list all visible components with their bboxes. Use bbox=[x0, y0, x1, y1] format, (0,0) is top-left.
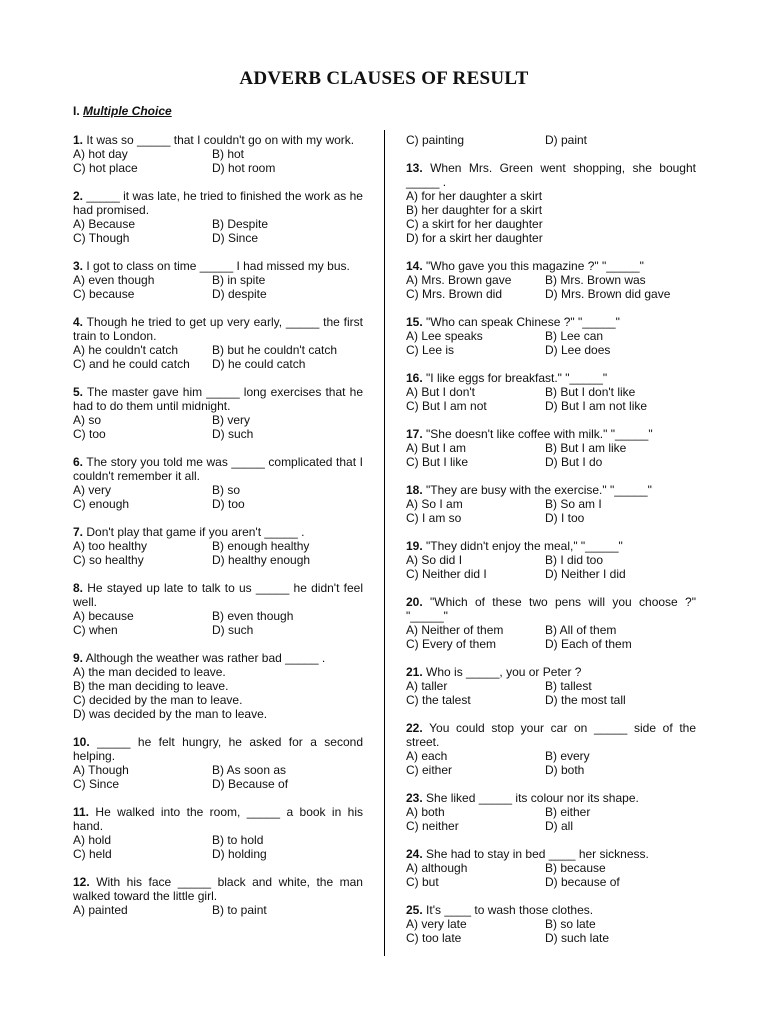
answer-option: B) But I don't like bbox=[545, 385, 636, 399]
question-stem bbox=[73, 315, 363, 343]
answer-option: A) very late bbox=[406, 917, 467, 931]
question-text: Although the weather was rather bad _____ . bbox=[85, 651, 326, 665]
answer-option: A) So did I bbox=[406, 553, 463, 567]
answer-option: D) Neither I did bbox=[545, 567, 626, 581]
question-text: He walked into the room, _____ a book in his hand. bbox=[73, 805, 363, 833]
left-question-column bbox=[73, 133, 363, 931]
question-text: With his face _____ black and white, the man walked toward the little girl. bbox=[73, 875, 363, 903]
answer-option: A) Lee speaks bbox=[406, 329, 483, 343]
answer-option: D) But I am not like bbox=[545, 399, 648, 413]
question-item bbox=[406, 259, 696, 301]
question-text: "She doesn't like coffee with milk." "_____" bbox=[426, 427, 653, 441]
answer-option: A) Neither of them bbox=[406, 623, 504, 637]
question-text: She had to stay in bed ____ her sickness. bbox=[426, 847, 649, 861]
question-text: He stayed up late to talk to us _____ he didn't feel well. bbox=[73, 581, 363, 609]
answer-option: A) so bbox=[73, 413, 102, 427]
question-item bbox=[406, 847, 696, 889]
answer-option: C) I am so bbox=[406, 511, 462, 525]
question-stem bbox=[73, 259, 363, 273]
answer-option: D) because of bbox=[545, 875, 620, 889]
question-text: Though he tried to get up very early, _____ the first train to London. bbox=[73, 315, 363, 343]
answer-option: B) tallest bbox=[545, 679, 592, 693]
answer-option: B) But I am like bbox=[545, 441, 627, 455]
answer-option: D) holding bbox=[212, 847, 267, 861]
answer-option: C) either bbox=[406, 763, 453, 777]
answer-option: A) hot day bbox=[73, 147, 128, 161]
question-stem bbox=[406, 315, 696, 329]
answer-option: B) to paint bbox=[212, 903, 267, 917]
answer-option: C) the talest bbox=[406, 693, 471, 707]
answer-option: B) so late bbox=[545, 917, 596, 931]
question-number: 15. bbox=[406, 315, 423, 329]
question-text: "Which of these two pens will you choose ?" "_____" bbox=[406, 595, 696, 623]
answer-options bbox=[406, 623, 696, 651]
column-divider bbox=[384, 130, 385, 956]
question-number: 19. bbox=[406, 539, 423, 553]
section-number: I. bbox=[73, 104, 80, 118]
answer-option: D) Because of bbox=[212, 777, 289, 791]
answer-option: C) Neither did I bbox=[406, 567, 487, 581]
answer-option: A) very bbox=[73, 483, 112, 497]
question-item bbox=[73, 581, 363, 637]
answer-option: A) taller bbox=[406, 679, 448, 693]
answer-options bbox=[406, 273, 696, 301]
answer-option: C) because bbox=[73, 287, 135, 301]
answer-option: C) Every of them bbox=[406, 637, 497, 651]
answer-option: D) Since bbox=[212, 231, 259, 245]
answer-option: A) he couldn't catch bbox=[73, 343, 179, 357]
answer-option: D) such late bbox=[545, 931, 610, 945]
question-text: Don't play that game if you aren't _____ . bbox=[86, 525, 305, 539]
answer-option: D) paint bbox=[545, 133, 588, 147]
question-text: _____ he felt hungry, he asked for a second helping. bbox=[73, 735, 363, 763]
answer-options bbox=[406, 497, 696, 525]
answer-option: C) Since bbox=[73, 777, 120, 791]
question-stem bbox=[406, 371, 696, 385]
question-item bbox=[73, 315, 363, 371]
answer-option: A) too healthy bbox=[73, 539, 148, 553]
answer-option: C) enough bbox=[73, 497, 130, 511]
question-number: 5. bbox=[73, 385, 84, 399]
answer-options bbox=[73, 609, 363, 637]
question-stem bbox=[73, 735, 363, 763]
answer-option: C) when bbox=[73, 623, 118, 637]
question-stem bbox=[73, 581, 363, 609]
answer-option: B) the man deciding to leave. bbox=[73, 679, 229, 693]
question-stem bbox=[73, 133, 363, 147]
answer-option: B) So am I bbox=[545, 497, 602, 511]
question-number: 20. bbox=[406, 595, 423, 609]
question-text: "I like eggs for breakfast." "_____" bbox=[426, 371, 608, 385]
answer-option: C) painting bbox=[406, 133, 465, 147]
question-number: 18. bbox=[406, 483, 423, 497]
section-label: Multiple Choice bbox=[83, 104, 172, 118]
question-stem bbox=[406, 791, 696, 805]
answer-option: C) Lee is bbox=[406, 343, 455, 357]
answer-option: C) held bbox=[73, 847, 112, 861]
question-item bbox=[406, 665, 696, 707]
answer-option: B) so bbox=[212, 483, 241, 497]
answer-option: A) for her daughter a skirt bbox=[406, 189, 543, 203]
answer-option: A) the man decided to leave. bbox=[73, 665, 226, 679]
answer-option: C) Mrs. Brown did bbox=[406, 287, 503, 301]
question-number: 10. bbox=[73, 735, 90, 749]
question-stem bbox=[73, 525, 363, 539]
answer-option: B) her daughter for a skirt bbox=[406, 203, 543, 217]
answer-option: B) I did too bbox=[545, 553, 604, 567]
answer-option: C) Though bbox=[73, 231, 130, 245]
question-stem bbox=[73, 385, 363, 413]
question-number: 2. bbox=[73, 189, 84, 203]
answer-option: D) Each of them bbox=[545, 637, 632, 651]
question-stem bbox=[406, 539, 696, 553]
question-stem bbox=[406, 665, 696, 679]
question-item bbox=[406, 427, 696, 469]
question-item bbox=[73, 385, 363, 441]
answer-option: C) neither bbox=[406, 819, 459, 833]
answer-options bbox=[406, 329, 696, 357]
question-number: 7. bbox=[73, 525, 84, 539]
right-question-column bbox=[406, 133, 696, 959]
question-stem bbox=[406, 259, 696, 273]
answer-option: D) for a skirt her daughter bbox=[406, 231, 543, 245]
answer-option: A) even though bbox=[73, 273, 155, 287]
section-heading bbox=[73, 104, 172, 118]
answer-option: A) So I am bbox=[406, 497, 463, 511]
answer-option: D) I too bbox=[545, 511, 585, 525]
answer-option: C) too bbox=[73, 427, 106, 441]
question-stem bbox=[406, 427, 696, 441]
answer-option: B) either bbox=[545, 805, 591, 819]
answer-option: C) But I am not bbox=[406, 399, 487, 413]
answer-option: B) Lee can bbox=[545, 329, 604, 343]
question-text: "They are busy with the exercise." "_____" bbox=[426, 483, 652, 497]
answer-option: C) and he could catch bbox=[73, 357, 190, 371]
page-title: ADVERB CLAUSES OF RESULT bbox=[239, 68, 529, 89]
question-item bbox=[73, 133, 363, 175]
question-item bbox=[406, 161, 696, 245]
question-stem bbox=[406, 847, 696, 861]
answer-option: B) Despite bbox=[212, 217, 269, 231]
question-number: 1. bbox=[73, 133, 84, 147]
question-stem bbox=[73, 875, 363, 903]
answer-option: D) healthy enough bbox=[212, 553, 311, 567]
answer-options bbox=[406, 861, 696, 889]
question-text: "Who gave you this magazine ?" "_____" bbox=[426, 259, 644, 273]
question-item bbox=[406, 791, 696, 833]
answer-option: D) both bbox=[545, 763, 585, 777]
question-number: 22. bbox=[406, 721, 423, 735]
question-number: 13. bbox=[406, 161, 423, 175]
question-item bbox=[406, 315, 696, 357]
question-item bbox=[73, 525, 363, 567]
answer-options bbox=[406, 441, 696, 469]
answer-option: A) Mrs. Brown gave bbox=[406, 273, 512, 287]
question-stem bbox=[406, 721, 696, 749]
question-stem bbox=[73, 189, 363, 217]
answer-options bbox=[406, 385, 696, 413]
answer-options bbox=[406, 749, 696, 777]
answer-option: B) hot bbox=[212, 147, 245, 161]
question-text: It was so _____ that I couldn't go on with my work. bbox=[86, 133, 355, 147]
answer-option: B) very bbox=[212, 413, 251, 427]
answer-option: D) too bbox=[212, 497, 245, 511]
answer-options bbox=[73, 413, 363, 441]
question-number: 4. bbox=[73, 315, 84, 329]
question-stem bbox=[406, 483, 696, 497]
question-number: 9. bbox=[73, 651, 84, 665]
question-text: I got to class on time _____ I had missed my bus. bbox=[86, 259, 350, 273]
answer-option: C) too late bbox=[406, 931, 462, 945]
answer-option: B) even though bbox=[212, 609, 294, 623]
question-item bbox=[73, 805, 363, 861]
question-number: 14. bbox=[406, 259, 423, 273]
question-stem bbox=[406, 161, 696, 189]
question-item bbox=[73, 259, 363, 301]
question-text: When Mrs. Green went shopping, she bought _____ . bbox=[406, 161, 696, 189]
answer-option: B) enough healthy bbox=[212, 539, 310, 553]
answer-option: D) such bbox=[212, 623, 254, 637]
question-stem bbox=[406, 903, 696, 917]
answer-option: A) Because bbox=[73, 217, 136, 231]
answer-option: A) each bbox=[406, 749, 448, 763]
answer-option: B) every bbox=[545, 749, 590, 763]
question-number: 11. bbox=[73, 805, 90, 819]
question-number: 23. bbox=[406, 791, 423, 805]
question-number: 25. bbox=[406, 903, 423, 917]
answer-option: D) such bbox=[212, 427, 254, 441]
answer-options bbox=[73, 273, 363, 301]
answer-option: D) the most tall bbox=[545, 693, 626, 707]
question-stem bbox=[406, 595, 696, 623]
answer-options bbox=[73, 665, 363, 721]
answer-options bbox=[406, 189, 696, 245]
question-text: Who is _____, you or Peter ? bbox=[426, 665, 582, 679]
question-item bbox=[406, 595, 696, 651]
question-text: "Who can speak Chinese ?" "_____" bbox=[426, 315, 620, 329]
answer-option: A) But I don't bbox=[406, 385, 475, 399]
answer-option: D) Mrs. Brown did gave bbox=[545, 287, 671, 301]
answer-option: A) Though bbox=[73, 763, 129, 777]
answer-option: C) but bbox=[406, 875, 439, 889]
answer-options bbox=[406, 553, 696, 581]
question-number: 3. bbox=[73, 259, 84, 273]
answer-options bbox=[73, 763, 363, 791]
question-number: 21. bbox=[406, 665, 423, 679]
answer-option: B) because bbox=[545, 861, 606, 875]
question-number: 17. bbox=[406, 427, 423, 441]
question-text: You could stop your car on _____ side of the street. bbox=[406, 721, 696, 749]
question-text: It's ____ to wash those clothes. bbox=[426, 903, 594, 917]
answer-options bbox=[73, 539, 363, 567]
answer-option: D) But I do bbox=[545, 455, 603, 469]
answer-option: B) in spite bbox=[212, 273, 266, 287]
question-stem bbox=[73, 805, 363, 833]
question-number: 24. bbox=[406, 847, 423, 861]
answer-option: D) hot room bbox=[212, 161, 276, 175]
answer-options bbox=[406, 917, 696, 945]
answer-option: D) all bbox=[545, 819, 574, 833]
answer-options bbox=[73, 903, 363, 917]
answer-option: C) a skirt for her daughter bbox=[406, 217, 543, 231]
question-item bbox=[406, 371, 696, 413]
answer-options bbox=[406, 679, 696, 707]
question-text: The story you told me was _____ complicated that I couldn't remember it all. bbox=[73, 455, 363, 483]
question-item bbox=[406, 721, 696, 777]
question-number: 6. bbox=[73, 455, 84, 469]
question-text: _____ it was late, he tried to finished the work as he had promised. bbox=[73, 189, 363, 217]
answer-options bbox=[406, 805, 696, 833]
answer-option: C) so healthy bbox=[73, 553, 144, 567]
answer-option: D) he could catch bbox=[212, 357, 306, 371]
answer-option: D) was decided by the man to leave. bbox=[73, 707, 268, 721]
answer-option: B) As soon as bbox=[212, 763, 287, 777]
question-item bbox=[406, 483, 696, 525]
answer-option: B) All of them bbox=[545, 623, 617, 637]
answer-option: A) But I am bbox=[406, 441, 467, 455]
question-stem bbox=[73, 455, 363, 483]
answer-option: B) Mrs. Brown was bbox=[545, 273, 646, 287]
question-item bbox=[73, 735, 363, 791]
question-item bbox=[406, 903, 696, 945]
question-stem bbox=[73, 651, 363, 665]
answer-options bbox=[73, 833, 363, 861]
question-number: 8. bbox=[73, 581, 84, 595]
answer-option: C) But I like bbox=[406, 455, 469, 469]
question-item bbox=[73, 875, 363, 917]
answer-option: B) but he couldn't catch bbox=[212, 343, 338, 357]
answer-option: D) Lee does bbox=[545, 343, 611, 357]
answer-option: A) because bbox=[73, 609, 134, 623]
question-item bbox=[73, 189, 363, 245]
answer-options bbox=[406, 133, 696, 147]
question-item bbox=[73, 651, 363, 721]
question-number: 16. bbox=[406, 371, 423, 385]
answer-option: A) hold bbox=[73, 833, 112, 847]
answer-option: D) despite bbox=[212, 287, 267, 301]
answer-option: A) painted bbox=[73, 903, 128, 917]
answer-option: C) decided by the man to leave. bbox=[73, 693, 243, 707]
question-item bbox=[73, 455, 363, 511]
answer-options bbox=[73, 483, 363, 511]
answer-options bbox=[73, 343, 363, 371]
answer-option: C) hot place bbox=[73, 161, 138, 175]
answer-option: A) although bbox=[406, 861, 468, 875]
question-item bbox=[406, 539, 696, 581]
answer-options bbox=[73, 147, 363, 175]
question-text: She liked _____ its colour nor its shape. bbox=[426, 791, 639, 805]
question-item bbox=[406, 133, 696, 147]
answer-options bbox=[73, 217, 363, 245]
question-text: "They didn't enjoy the meal," "_____" bbox=[426, 539, 623, 553]
answer-option: B) to hold bbox=[212, 833, 264, 847]
question-text: The master gave him _____ long exercises that he had to do them until midnight. bbox=[73, 385, 363, 413]
answer-option: A) both bbox=[406, 805, 445, 819]
question-number: 12. bbox=[73, 875, 90, 889]
